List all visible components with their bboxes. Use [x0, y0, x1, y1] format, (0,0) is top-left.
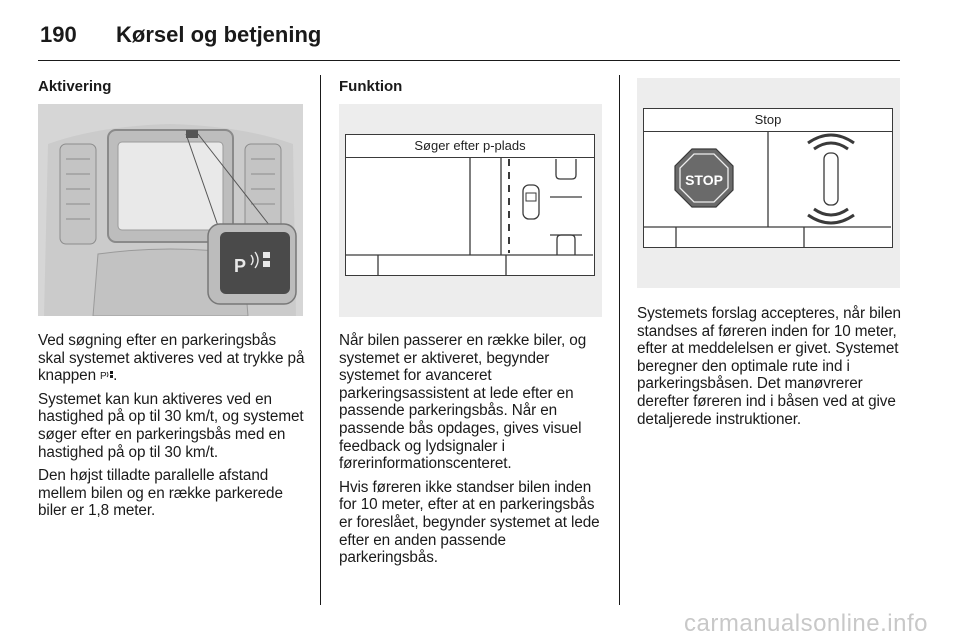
paragraph: Hvis føreren ikke standser bilen inden for 10 meter, efter at en parkeringsbås er foreslået, begynder systemet at lede efter en anden passende parkeringsbås.	[339, 478, 600, 567]
column-divider	[320, 75, 321, 605]
paragraph	[38, 332, 306, 385]
stop-sign-text: STOP	[685, 172, 723, 188]
paragraph: Systemet kan kun aktiveres ved en hastighed på op til 30 km/t, og systemet søger efter en parkeringsbås med en hastighed på op til 30 km/t.	[38, 390, 304, 461]
header-rule	[38, 60, 900, 61]
svg-text:P: P	[100, 371, 107, 382]
panel-title: Søger efter p-plads	[346, 135, 594, 158]
stop-display-figure	[637, 78, 900, 288]
section-heading: Aktivering	[38, 78, 112, 95]
button-glyph: P	[234, 256, 247, 276]
park-assist-icon	[100, 368, 113, 381]
page-number: 190	[40, 22, 77, 47]
car-icon	[824, 153, 838, 205]
column-activation-text	[38, 332, 306, 526]
column-function-text	[339, 332, 605, 573]
watermark: carmanualsonline.info	[684, 610, 928, 637]
paragraph: Systemets forslag accepteres, når bilen standses af føreren inden for 10 meter, efter at meddelelsen er givet. Systemet beregner den optimale rute ind i parkeringsbåsen. Det manøvrerer derefter føreren ind i båsen ved at give detaljerede instruktioner.	[637, 305, 901, 428]
display-panel	[345, 134, 595, 276]
page-header	[38, 20, 900, 60]
column-activation	[38, 78, 306, 104]
column-stop-text	[637, 305, 905, 434]
paragraph-end: .	[113, 367, 118, 385]
search-display-figure	[339, 104, 602, 317]
section-heading: Funktion	[339, 78, 403, 95]
column-function	[339, 78, 605, 104]
dashboard-illustration	[38, 104, 303, 316]
paragraph-text: Ved søgning efter en parkeringsbås skal systemet aktiveres ved at trykke på knappen	[38, 332, 305, 385]
column-divider	[619, 75, 620, 605]
parking-search-graphic	[346, 157, 593, 275]
stop-graphic	[644, 131, 891, 247]
paragraph: Den højst tilladte parallelle afstand mellem bilen og en række parkerede biler er 1,8 meter.	[38, 467, 283, 520]
dashboard-figure	[38, 104, 303, 316]
page-title: Kørsel og betjening	[116, 22, 322, 47]
display-panel	[643, 108, 893, 248]
paragraph: Når bilen passerer en række biler, og systemet er aktiveret, begynder systemet for avanceret parkeringsassistent at lede efter en passende parkeringsbås. Når en passende bås opdages, gives visuel feedback og lydsignaler i førerinformationscenteret.	[339, 332, 587, 473]
panel-title: Stop	[644, 109, 892, 132]
